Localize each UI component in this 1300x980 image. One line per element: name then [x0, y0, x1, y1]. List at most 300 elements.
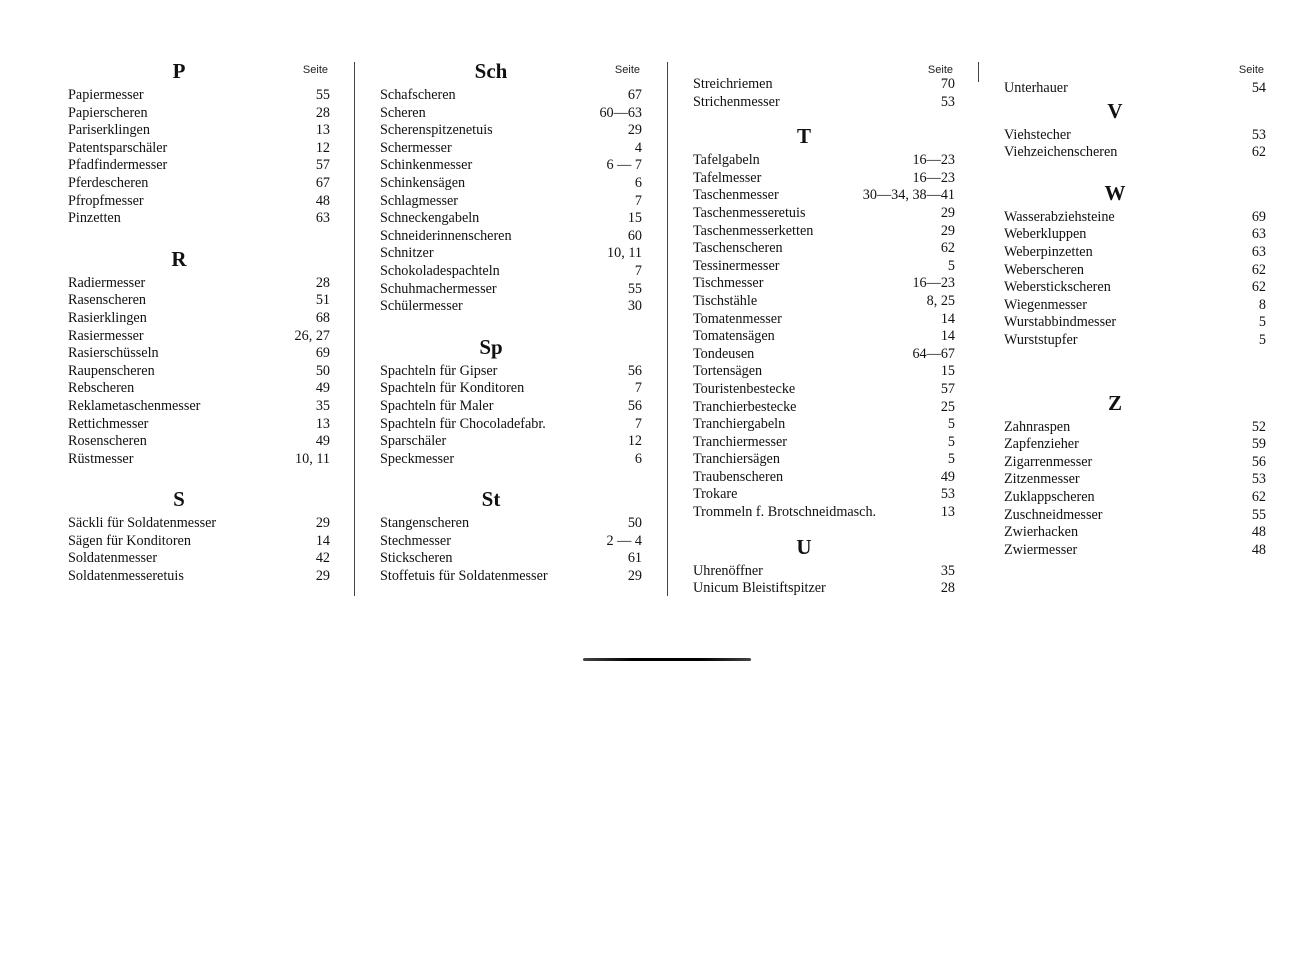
entry-name: Papiermesser [68, 87, 144, 103]
index-entry [68, 193, 330, 211]
entry-page: 62 [1251, 279, 1266, 296]
index-entry [380, 87, 642, 105]
entry-page: 49 [940, 468, 955, 485]
index-entry [1004, 419, 1266, 437]
entry-name: Schinkensägen [380, 174, 466, 191]
index-entry [380, 380, 642, 398]
entry-name: Pferdescheren [68, 174, 149, 191]
index-entry [1004, 471, 1266, 489]
entry-page: 55 [627, 280, 642, 297]
section-letter-heading: T [796, 124, 811, 149]
entry-name: Rettichmesser [68, 415, 149, 432]
index-entry [1004, 144, 1266, 162]
index-entry [68, 345, 330, 363]
entry-page: 62 [1251, 488, 1266, 505]
index-entry [68, 328, 330, 346]
index-entry [693, 205, 955, 223]
section-letter-heading: Sch [474, 59, 508, 83]
entry-page: 56 [627, 362, 642, 379]
entry-name: Rosenscheren [68, 433, 147, 450]
index-entry [693, 170, 955, 188]
entry-name: Pfadfindermesser [68, 157, 168, 174]
entry-page: 28 [315, 104, 330, 121]
entry-name: Taschenscheren [693, 240, 783, 257]
index-group-sp [380, 334, 642, 469]
index-entry [693, 416, 955, 434]
entry-page: 4 [634, 139, 642, 156]
entry-name: Sägen für Konditoren [68, 532, 191, 549]
index-entry [693, 399, 955, 417]
entry-page: 57 [315, 157, 330, 174]
entry-name: Scherenspitzenetuis [380, 122, 493, 139]
entry-name: Schneckengabeln [380, 210, 480, 227]
entry-name: Trokare [693, 486, 738, 503]
index-entry [1004, 80, 1266, 98]
index-entry [693, 258, 955, 276]
index-entry [1004, 209, 1266, 227]
entry-page: 42 [315, 550, 330, 567]
entry-page: 57 [940, 380, 955, 397]
entry-name: Wurstabbindmesser [1004, 314, 1117, 331]
index-entry [380, 533, 642, 551]
entry-page: 12 [315, 139, 330, 156]
index-entry [380, 568, 642, 586]
entry-page: 5 [947, 451, 955, 468]
entry-page: 14 [940, 328, 955, 345]
entry-name: Tischmesser [693, 275, 764, 292]
index-entry [693, 486, 955, 504]
index-entry [693, 434, 955, 452]
index-entry [380, 515, 642, 533]
entry-name: Wiegenmesser [1004, 296, 1087, 313]
index-entry [1004, 507, 1266, 525]
entry-name: Schermesser [380, 139, 452, 156]
entry-page: 48 [315, 192, 330, 209]
entry-name: Zuschneidmesser [1004, 506, 1103, 523]
index-group-v [1004, 98, 1266, 162]
entry-name: Spachteln für Chocoladefabr. [380, 415, 546, 432]
entry-name: Schnitzer [380, 245, 434, 262]
seite-header: Seite [302, 64, 328, 76]
entry-page: 64—67 [912, 345, 955, 362]
entry-name: Tafelmesser [693, 169, 762, 186]
entry-name: Weberkluppen [1004, 226, 1087, 243]
entry-name: Tranchiersägen [693, 451, 780, 468]
entry-page: 50 [315, 362, 330, 379]
entry-page: 6 — 7 [606, 157, 642, 174]
entry-name: Schlagmesser [380, 192, 459, 209]
entry-page: 16—23 [912, 275, 955, 292]
entry-page: 7 [634, 262, 642, 279]
entry-name: Unterhauer [1004, 80, 1068, 96]
entry-page: 53 [1251, 471, 1266, 488]
index-group-s-continued [693, 76, 955, 111]
entry-page: 5 [947, 257, 955, 274]
entry-page: 53 [940, 93, 955, 110]
section-letter-heading: W [1104, 180, 1126, 205]
entry-page: 35 [315, 397, 330, 414]
index-entry [68, 122, 330, 140]
index-entry [1004, 332, 1266, 350]
entry-page: 7 [634, 380, 642, 397]
column-divider [354, 62, 355, 596]
index-entry [1004, 436, 1266, 454]
entry-name: Rasiermesser [68, 327, 144, 344]
entry-page: 29 [627, 568, 642, 585]
entry-page: 8 [1258, 296, 1266, 313]
section-letter-heading: V [1107, 98, 1123, 123]
entry-name: Streichriemen [693, 76, 773, 92]
entry-page: 67 [627, 87, 642, 103]
entry-name: Schülermesser [380, 298, 463, 315]
index-entry [693, 293, 955, 311]
entry-name: Rasenscheren [68, 292, 146, 309]
index-entry [68, 398, 330, 416]
index-entry [68, 533, 330, 551]
entry-name: Tranchierbestecke [693, 398, 797, 415]
index-group-st [380, 486, 642, 585]
index-group-u [693, 534, 955, 598]
entry-name: Pariserklingen [68, 122, 150, 139]
entry-name: Zwiermesser [1004, 541, 1078, 558]
entry-name: Stechmesser [380, 532, 451, 549]
index-entry [380, 157, 642, 175]
entry-page: 16—23 [912, 169, 955, 186]
index-group-u-continued [1004, 80, 1266, 98]
entry-page: 13 [315, 122, 330, 139]
section-letter-heading: Z [1107, 390, 1122, 415]
entry-page: 63 [1251, 226, 1266, 243]
entry-page: 30 [627, 298, 642, 315]
entry-name: Wurststupfer [1004, 331, 1078, 348]
index-entry [380, 433, 642, 451]
index-entry [1004, 127, 1266, 145]
index-entry [693, 275, 955, 293]
entry-page: 52 [1251, 418, 1266, 435]
entry-page: 8, 25 [926, 292, 955, 309]
index-entry [68, 451, 330, 469]
entry-name: Taschenmesser [693, 187, 779, 204]
index-entry [68, 416, 330, 434]
entry-page: 62 [1251, 261, 1266, 278]
entry-page: 56 [1251, 453, 1266, 470]
index-entry [68, 157, 330, 175]
entry-name: Taschenmesserketten [693, 222, 814, 239]
index-entry [1004, 314, 1266, 332]
entry-name: Zitzenmesser [1004, 471, 1080, 488]
seite-header: Seite [1238, 64, 1264, 76]
index-entry [380, 105, 642, 123]
index-entry [1004, 454, 1266, 472]
entry-name: Radiermesser [68, 274, 146, 291]
entry-page: 68 [315, 309, 330, 326]
index-entry [693, 469, 955, 487]
entry-name: Soldatenmesseretuis [68, 568, 184, 585]
index-group-s [68, 486, 330, 585]
entry-name: Speckmesser [380, 450, 455, 467]
index-entry [693, 580, 955, 598]
index-entry [380, 281, 642, 299]
entry-name: Stickscheren [380, 550, 453, 567]
entry-page: 29 [627, 122, 642, 139]
entry-page: 62 [1251, 144, 1266, 161]
index-entry [380, 175, 642, 193]
index-entry [693, 187, 955, 205]
index-column-2 [380, 58, 642, 586]
entry-name: Rasierklingen [68, 309, 147, 326]
entry-page: 7 [634, 192, 642, 209]
index-entry [380, 228, 642, 246]
index-entry [1004, 262, 1266, 280]
entry-name: Schafscheren [380, 87, 456, 103]
index-entry [380, 451, 642, 469]
index-column-4 [1004, 58, 1266, 559]
section-letter-heading: P [172, 59, 186, 83]
entry-name: Viehstecher [1004, 126, 1071, 143]
index-entry [68, 380, 330, 398]
entry-name: Stoffetuis für Soldatenmesser [380, 568, 548, 585]
index-entry [68, 310, 330, 328]
entry-page: 63 [315, 210, 330, 227]
entry-page: 51 [315, 292, 330, 309]
section-letter-heading: R [171, 246, 187, 271]
entry-name: Weberstickscheren [1004, 279, 1111, 296]
index-entry [68, 87, 330, 105]
entry-name: Spachteln für Gipser [380, 362, 498, 379]
entry-name: Papierscheren [68, 104, 148, 121]
column-divider [667, 62, 668, 596]
entry-name: Stangenscheren [380, 515, 470, 532]
entry-name: Weberpinzetten [1004, 243, 1093, 260]
index-entry [693, 381, 955, 399]
index-group-sch [380, 58, 642, 316]
entry-page: 55 [1251, 506, 1266, 523]
index-entry [68, 105, 330, 123]
entry-name: Schuhmachermesser [380, 280, 497, 297]
entry-page: 29 [940, 204, 955, 221]
index-entry [68, 210, 330, 228]
index-column-3 [693, 58, 955, 598]
entry-page: 5 [1258, 314, 1266, 331]
entry-page: 63 [1251, 243, 1266, 260]
entry-name: Viehzeichenscheren [1004, 144, 1118, 161]
entry-page: 13 [315, 415, 330, 432]
entry-page: 56 [627, 397, 642, 414]
index-entry [380, 416, 642, 434]
entry-page: 16—23 [912, 152, 955, 169]
entry-page: 7 [634, 415, 642, 432]
entry-page: 35 [940, 562, 955, 579]
index-entry [380, 245, 642, 263]
entry-page: 28 [315, 274, 330, 291]
section-letter-heading: St [481, 487, 501, 512]
entry-name: Tessinermesser [693, 257, 780, 274]
entry-page: 48 [1251, 541, 1266, 558]
entry-page: 61 [627, 550, 642, 567]
index-entry [380, 550, 642, 568]
index-entry [380, 263, 642, 281]
index-entry [1004, 279, 1266, 297]
index-group-p [68, 58, 330, 228]
entry-name: Scheren [380, 104, 426, 121]
column-divider [978, 62, 979, 82]
entry-page: 48 [1251, 524, 1266, 541]
entry-page: 62 [940, 240, 955, 257]
entry-page: 5 [947, 433, 955, 450]
entry-page: 53 [1251, 126, 1266, 143]
index-entry [68, 275, 330, 293]
entry-name: Säckli für Soldatenmesser [68, 515, 217, 532]
entry-page: 49 [315, 433, 330, 450]
entry-name: Schneiderinnenscheren [380, 227, 512, 244]
entry-name: Soldatenmesser [68, 550, 158, 567]
entry-name: Rüstmesser [68, 450, 134, 467]
entry-page: 29 [940, 222, 955, 239]
entry-name: Unicum Bleistiftspitzer [693, 580, 826, 597]
index-entry [380, 193, 642, 211]
entry-name: Rebscheren [68, 380, 135, 397]
index-group-t [693, 123, 955, 521]
entry-name: Sparschäler [380, 433, 447, 450]
entry-page: 14 [315, 532, 330, 549]
index-entry [693, 563, 955, 581]
index-entry [693, 76, 955, 94]
entry-name: Tischstähle [693, 292, 758, 309]
index-entry [693, 311, 955, 329]
entry-page: 5 [947, 416, 955, 433]
entry-page: 6 [634, 450, 642, 467]
entry-page: 14 [940, 310, 955, 327]
index-entry [380, 363, 642, 381]
entry-page: 69 [1251, 208, 1266, 225]
index-entry [693, 223, 955, 241]
entry-name: Trommeln f. Brotschneidmasch. [693, 504, 877, 521]
entry-page: 67 [315, 174, 330, 191]
index-entry [693, 152, 955, 170]
index-entry [68, 363, 330, 381]
entry-page: 12 [627, 433, 642, 450]
entry-name: Zigarrenmesser [1004, 453, 1093, 470]
entry-name: Taschenmesseretuis [693, 204, 806, 221]
seite-header: Seite [927, 64, 953, 76]
entry-page: 28 [940, 580, 955, 597]
entry-name: Zahnraspen [1004, 418, 1071, 435]
seite-header: Seite [614, 64, 640, 76]
entry-page: 60 [627, 227, 642, 244]
index-entry [693, 363, 955, 381]
entry-page: 49 [315, 380, 330, 397]
index-entry [68, 292, 330, 310]
index-entry [68, 550, 330, 568]
entry-page: 15 [627, 210, 642, 227]
index-entry [1004, 542, 1266, 560]
entry-name: Raupenscheren [68, 362, 155, 379]
entry-name: Tranchiergabeln [693, 416, 786, 433]
entry-page: 2 — 4 [606, 532, 642, 549]
entry-name: Zwierhacken [1004, 524, 1079, 541]
index-entry [380, 140, 642, 158]
entry-page: 10, 11 [295, 450, 330, 467]
section-letter-heading: U [796, 534, 812, 559]
index-entry [693, 94, 955, 112]
entry-name: Zuklappscheren [1004, 488, 1095, 505]
entry-name: Spachteln für Maler [380, 397, 494, 414]
index-entry [693, 346, 955, 364]
index-entry [68, 175, 330, 193]
index-entry [693, 328, 955, 346]
index-entry [68, 433, 330, 451]
entry-page: 29 [315, 515, 330, 532]
entry-page: 5 [1258, 331, 1266, 348]
index-column-1 [68, 58, 330, 586]
entry-page: 26, 27 [294, 327, 330, 344]
entry-name: Touristenbestecke [693, 380, 796, 397]
index-entry [68, 568, 330, 586]
decorative-rule [583, 658, 751, 661]
index-entry [1004, 226, 1266, 244]
entry-page: 29 [315, 568, 330, 585]
entry-page: 53 [940, 486, 955, 503]
section-letter-heading: Sp [479, 334, 503, 359]
index-entry [693, 451, 955, 469]
section-letter-heading: S [173, 487, 185, 512]
entry-name: Tomatensägen [693, 328, 775, 345]
index-entry [693, 504, 955, 522]
index-group-w [1004, 180, 1266, 350]
index-group-r [68, 246, 330, 469]
entry-page: 54 [1251, 80, 1266, 96]
entry-name: Spachteln für Konditoren [380, 380, 525, 397]
index-entry [68, 140, 330, 158]
entry-page: 70 [940, 76, 955, 92]
entry-name: Schinkenmesser [380, 157, 473, 174]
entry-page: 55 [315, 87, 330, 103]
entry-page: 30—34, 38—41 [862, 187, 955, 204]
index-entry [380, 398, 642, 416]
entry-name: Wasserabziehsteine [1004, 208, 1115, 225]
entry-page: 13 [940, 504, 955, 521]
index-entry [1004, 489, 1266, 507]
entry-name: Rasierschüsseln [68, 345, 159, 362]
entry-name: Tranchiermesser [693, 433, 788, 450]
entry-page: 6 [634, 174, 642, 191]
index-entry [68, 515, 330, 533]
entry-page: 60—63 [599, 104, 642, 121]
index-entry [380, 298, 642, 316]
index-entry [1004, 297, 1266, 315]
entry-name: Pfropfmesser [68, 192, 144, 209]
entry-name: Traubenscheren [693, 468, 784, 485]
entry-page: 69 [315, 345, 330, 362]
index-entry [1004, 244, 1266, 262]
entry-page: 15 [940, 363, 955, 380]
entry-name: Zapfenzieher [1004, 436, 1079, 453]
entry-name: Schokoladespachteln [380, 262, 500, 279]
entry-name: Pinzetten [68, 210, 121, 227]
entry-name: Tomatenmesser [693, 310, 782, 327]
index-entry [693, 240, 955, 258]
entry-page: 59 [1251, 436, 1266, 453]
entry-name: Reklametaschenmesser [68, 397, 201, 414]
entry-name: Tafelgabeln [693, 152, 760, 169]
entry-name: Tondeusen [693, 345, 755, 362]
entry-name: Tortensägen [693, 363, 763, 380]
entry-name: Strichenmesser [693, 93, 780, 110]
entry-page: 25 [940, 398, 955, 415]
index-entry [1004, 524, 1266, 542]
index-entry [380, 210, 642, 228]
entry-name: Patentsparschäler [68, 139, 168, 156]
